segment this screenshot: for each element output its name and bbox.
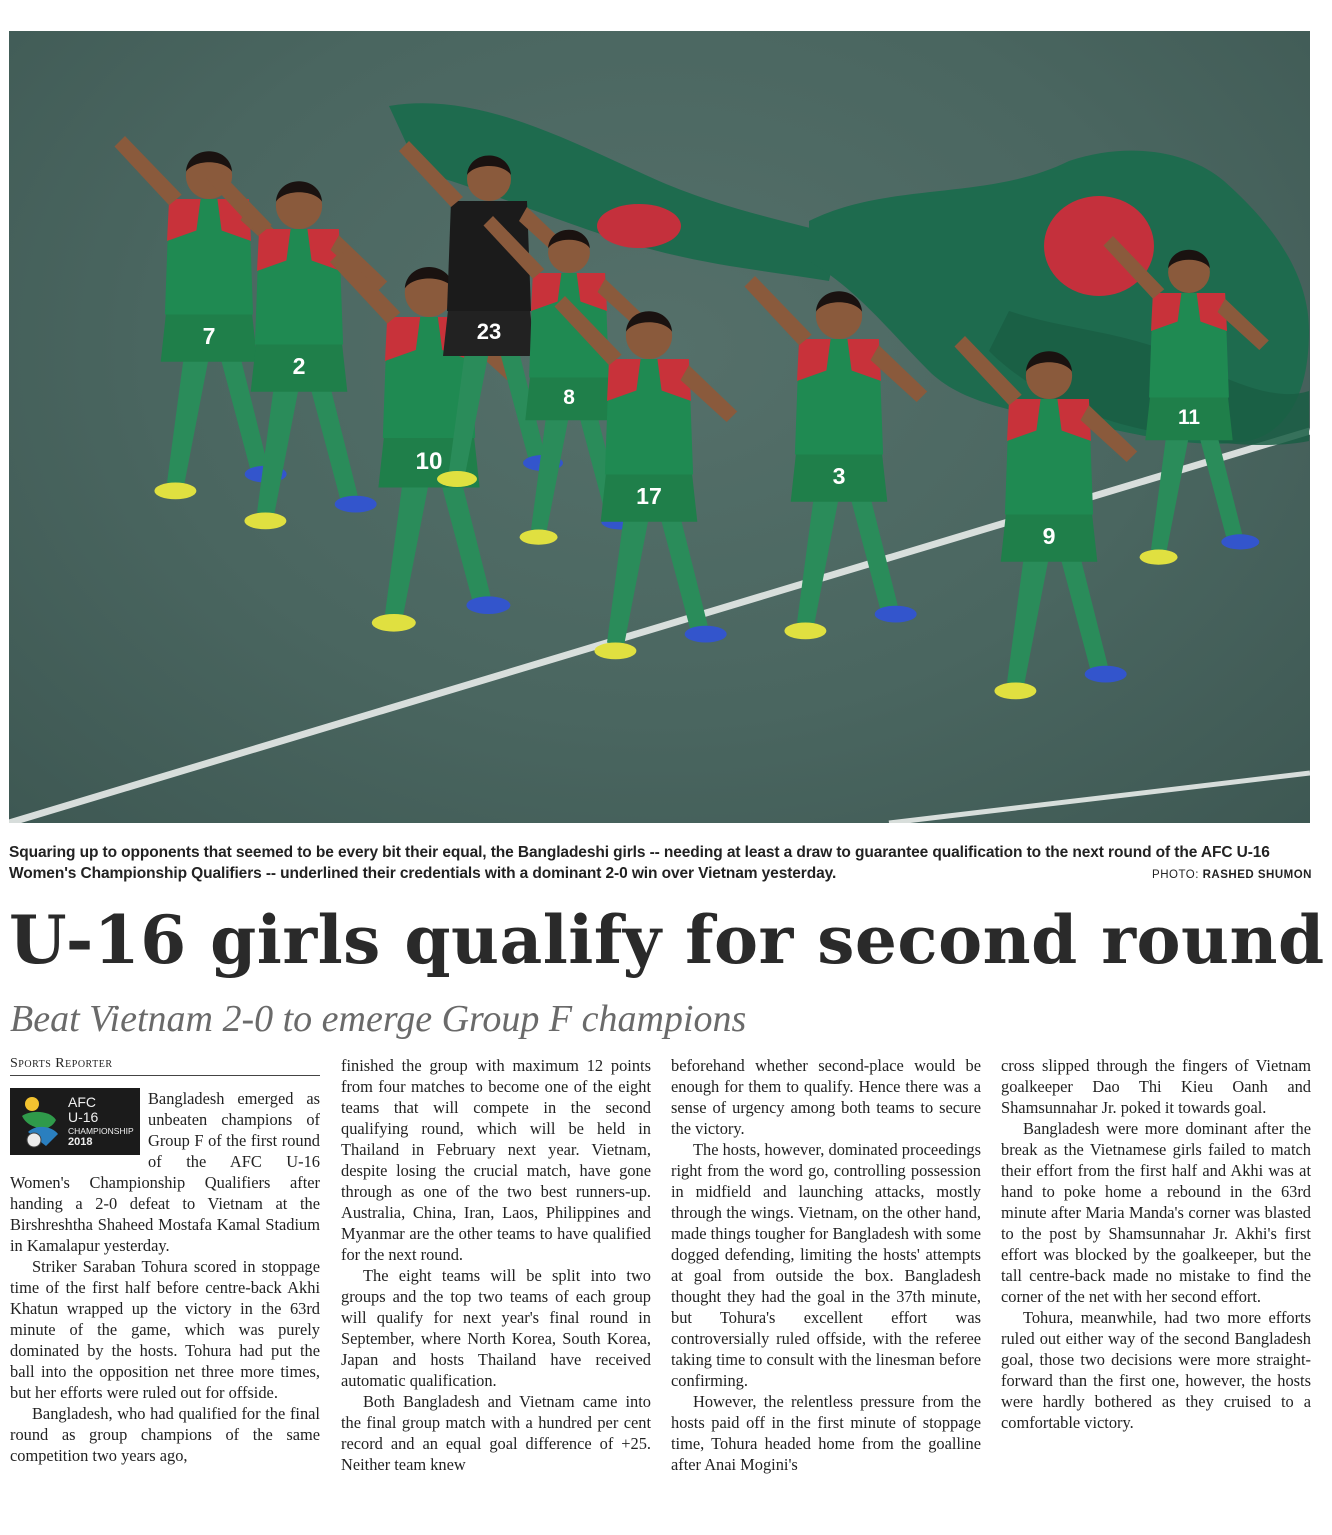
jersey-number: 8 [563, 386, 575, 410]
boot [466, 596, 510, 614]
jersey-number: 7 [202, 322, 216, 349]
photo-illustration [9, 31, 1310, 823]
article-paragraph: The hosts, however, dominated proceedings right from the word go, controlling possession in midfield and launching attacks, mostly through the wings. Vietnam, on the other hand, made things tougher for Bangladesh with some dogged defending, limiting the hosts' attempts at goal from outside the box. Bangladesh thought they had the goal in the 37th minute, but Tohura's excellent effort was controversially ruled offside, with the referee taking time to consult with the linesman before confirming. [671, 1140, 981, 1390]
jersey-number: 10 [415, 447, 443, 475]
boot [244, 513, 286, 530]
article-column-4 [1001, 1055, 1311, 1433]
pitch-line [889, 773, 1310, 823]
boot [875, 606, 917, 623]
boot [1085, 666, 1127, 683]
jersey-number: 23 [476, 319, 502, 344]
jersey-number: 3 [832, 462, 846, 489]
player-leg [257, 371, 299, 517]
article-column-3 [671, 1055, 981, 1475]
article-paragraph: finished the group with maximum 12 points from four matches to become one of the eight teams that will compete in the second qualifying round, which will be held in Thailand in February next year. Vietnam, despite losing the crucial match, have gone through as one of the two best runners-up. Australia, China, Iran, Laos, Philippines and Myanmar are the other teams to have qualified for the next round. [341, 1056, 651, 1264]
boot [685, 626, 727, 643]
flag-disc [597, 204, 681, 248]
logo-line-u16: U-16 [68, 1109, 99, 1125]
boot [520, 530, 558, 545]
article-paragraph: However, the relentless pressure from the hosts paid off in the first minute of stoppage time, Tohura headed home from the goalline after Anai Mogini's [671, 1392, 981, 1474]
logo-line-year: 2018 [68, 1136, 93, 1148]
photo-caption: Squaring up to opponents that seemed to be every bit their equal, the Bangladeshi girls -- needing at least a draw to guarantee qualification to the next round of the AFC U-16 Women's Championship Qualifiers -- underlined their credentials with a dominant 2-0 win over Vietnam yesterday. [9, 844, 1270, 882]
boot [594, 643, 636, 660]
boot [437, 471, 477, 487]
article-paragraph: Striker Saraban Tohura scored in stoppage time of the first half before centre-back Akhi Khatun wrapped up the victory in the 63rd minute of the game, which was purely dominated by the hosts. Tohura had put the ball into the opposition net three more times, but her efforts were ruled out for offside. [10, 1257, 320, 1402]
jersey-number: 11 [1177, 406, 1201, 430]
player-leg [1151, 421, 1189, 553]
logo-line-afc: AFC [68, 1094, 96, 1110]
article-paragraph: Bangladesh emerged as unbeaten champions of Group F of the first round of the AFC U-16 Women's Championship Qualifiers after handing a 2-0 defeat to Vietnam at the Birshreshtha Shaheed Mostafa Kamal Stadium in Kamalapur yesterday. [10, 1089, 320, 1255]
article-paragraph: cross slipped through the fingers of Vietnam goalkeeper Dao Thi Kieu Oanh and Shamsunnahar Jr. poked it towards goal. [1001, 1056, 1311, 1117]
article-paragraph: beforehand whether second-place would be enough for them to qualify. Hence there was a sense of urgency among both teams to secure the victory. [671, 1056, 981, 1138]
boot [372, 614, 416, 632]
player-arm [115, 136, 182, 205]
article-paragraph: Both Bangladesh and Vietnam came into the final group match with a hundred per cent record and an equal goal difference of +25. Neither team knew [341, 1392, 651, 1474]
player-leg [1007, 541, 1049, 687]
boot [154, 483, 196, 500]
player-leg [167, 341, 209, 487]
headline: U-16 girls qualify for second round [9, 901, 1325, 979]
article-paragraph: Bangladesh were more dominant after the break as the Vietnamese girls failed to match their effort from the first half and Akhi was at hand to poke home a rebound in the 63rd minute after Maria Manda's corner was blasted to the post by Shamsunnahar Jr. Akhi's first effort was blocked by the goalkeeper, but the tall centre-back made no mistake to find the corner of the net with her second effort. [1001, 1119, 1311, 1306]
jersey-number: 2 [292, 352, 306, 379]
boot [1140, 550, 1178, 565]
article-paragraph: The eight teams will be split into two groups and the top two teams of each group will qualify for next year's final round in September, where North Korea, South Korea, Japan and hosts Thailand have received automatic qualification. [341, 1266, 651, 1390]
boot [994, 683, 1036, 700]
byline: Sports Reporter [10, 1055, 320, 1076]
jersey-number: 17 [636, 482, 662, 509]
afc-u16-logo [10, 1088, 140, 1155]
logo-line-championship: CHAMPIONSHIP [68, 1126, 134, 1136]
article-paragraph: Tohura, meanwhile, had two more efforts ruled out either way of the second Bangladesh goal, those two decisions were more straight-forward than the first one, however, the hosts were hardly bothered as they cruised to a comfortable victory. [1001, 1308, 1311, 1432]
photographer-name: RASHED SHUMON [1202, 869, 1312, 881]
article-column-2 [341, 1055, 651, 1475]
boot [335, 496, 377, 513]
player-arm [745, 276, 812, 345]
news-photo [9, 31, 1310, 823]
jersey-number: 9 [1042, 522, 1056, 549]
photo-credit [1152, 869, 1312, 881]
boot [784, 623, 826, 640]
subheadline: Beat Vietnam 2-0 to emerge Group F champions [10, 998, 747, 1040]
photo-credit-label: PHOTO: [1152, 869, 1199, 881]
football-icon [16, 1094, 64, 1150]
boot [1221, 534, 1259, 549]
player-leg [385, 466, 429, 619]
article-column-1 [10, 1055, 320, 1466]
article-paragraph: Bangladesh, who had qualified for the final round as group champions of the same competition two years ago, [10, 1404, 320, 1465]
player-leg [797, 481, 839, 627]
